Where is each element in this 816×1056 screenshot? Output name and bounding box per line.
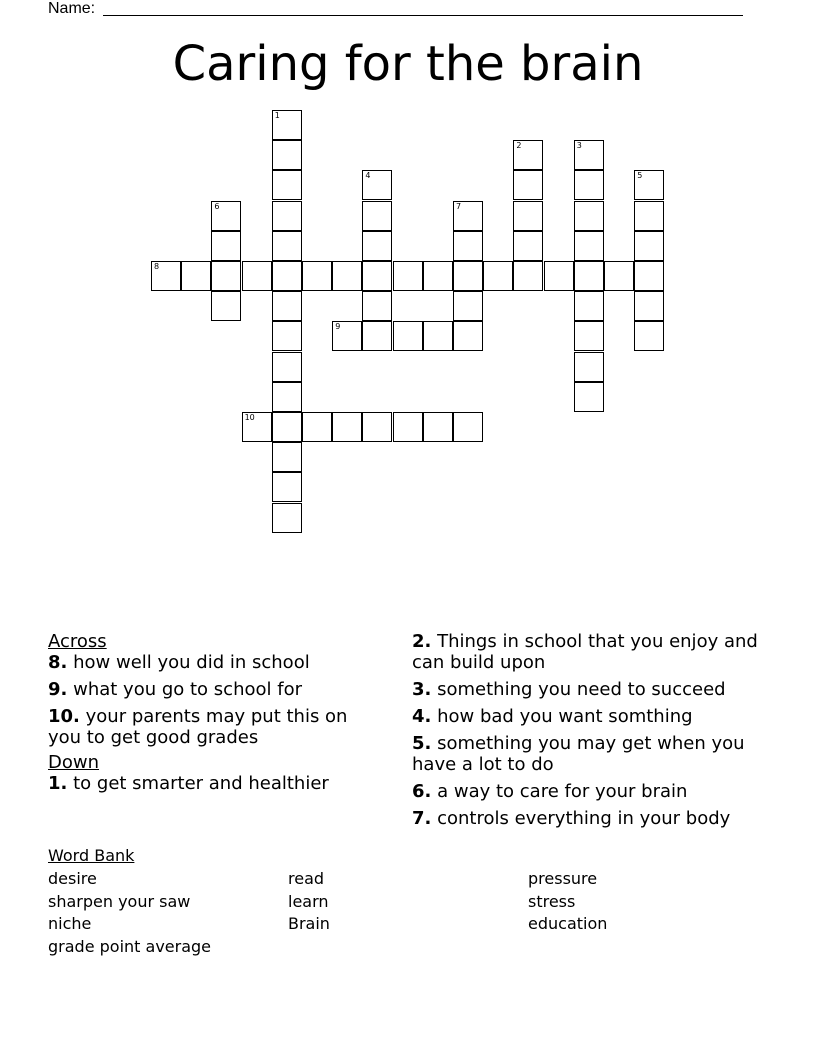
clue-down-4 [412,706,762,727]
clue-number: 1. [48,773,68,794]
grid-cell[interactable] [453,261,483,291]
grid-cell[interactable] [574,291,604,321]
clue-text: controls everything in your body [437,808,731,829]
clue-across-8 [48,652,378,673]
grid-cell[interactable] [574,140,604,170]
grid-cell[interactable] [393,321,423,351]
grid-cell[interactable] [423,261,453,291]
across-heading: Across [48,631,107,652]
grid-cell[interactable] [574,231,604,261]
grid-cell[interactable] [272,321,302,351]
clue-number: 6. [412,781,432,802]
grid-cell[interactable] [634,231,664,261]
grid-cell[interactable] [272,110,302,140]
cell-number: 3 [576,141,582,151]
clue-text: what you go to school for [73,679,302,700]
grid-cell[interactable] [574,261,604,291]
grid-cell[interactable] [272,201,302,231]
grid-cell[interactable] [453,201,483,231]
grid-cell[interactable] [272,170,302,200]
grid-cell[interactable] [211,201,241,231]
clue-down-5 [412,733,762,775]
grid-cell[interactable] [362,170,392,200]
grid-cell[interactable] [362,321,392,351]
grid-cell[interactable] [151,261,181,291]
clue-down-3 [412,679,762,700]
grid-cell[interactable] [302,412,332,442]
grid-cell[interactable] [634,321,664,351]
grid-cell[interactable] [211,291,241,321]
word-bank-item: stress [528,891,576,911]
grid-cell[interactable] [332,321,362,351]
page-title: Caring for the brain [172,36,644,92]
grid-cell[interactable] [211,261,241,291]
down-heading: Down [48,752,100,773]
grid-cell[interactable] [574,201,604,231]
clue-down-6 [412,781,762,802]
grid-cell[interactable] [242,261,272,291]
clue-down-2 [412,631,762,673]
clue-number: 3. [412,679,432,700]
grid-cell[interactable] [423,412,453,442]
clue-number: 7. [412,808,432,829]
grid-cell[interactable] [272,442,302,472]
clue-text: your parents may put this on you to get good grades [48,706,348,748]
grid-cell[interactable] [272,140,302,170]
clue-text: something you need to succeed [437,679,726,700]
cell-number: 1 [274,111,280,120]
grid-cell[interactable] [574,382,604,412]
word-bank-item: learn [288,891,329,911]
clue-across-10 [48,706,378,748]
clues-right-column [412,631,762,835]
clue-text: something you may get when you have a lot to do [412,733,745,775]
grid-cell[interactable] [513,201,543,231]
name-label: Name: [48,0,96,17]
clue-number: 9. [48,679,68,700]
grid-cell[interactable] [423,321,453,351]
cell-number: 7 [456,201,462,211]
clue-number: 8. [48,652,68,673]
grid-cell[interactable] [332,261,362,291]
clue-text: to get smarter and healthier [73,773,329,794]
word-bank-item: sharpen your saw [48,891,191,911]
grid-cell[interactable] [362,261,392,291]
grid-cell[interactable] [634,170,664,200]
word-bank-column-1 [48,868,211,958]
clue-number: 5. [412,733,432,754]
word-bank-item: Brain [288,914,330,934]
grid-cell[interactable] [362,201,392,231]
grid-cell[interactable] [544,261,574,291]
word-bank-column-2 [288,868,330,936]
clues-left-column [48,631,378,800]
grid-cell[interactable] [453,412,483,442]
cell-number: 5 [637,171,643,181]
grid-cell[interactable] [574,321,604,351]
grid-cell[interactable] [302,261,332,291]
clue-text: how well you did in school [73,652,310,673]
grid-cell[interactable] [453,291,483,321]
grid-cell[interactable] [393,261,423,291]
word-bank-item: desire [48,869,97,888]
grid-cell[interactable] [513,140,543,170]
grid-cell[interactable] [513,170,543,200]
word-bank-item: niche [48,914,92,934]
grid-cell[interactable] [634,261,664,291]
clue-text: a way to care for your brain [437,781,688,802]
grid-cell[interactable] [242,412,272,442]
grid-cell[interactable] [332,412,362,442]
word-bank-item: education [528,914,608,934]
clue-across-9 [48,679,378,700]
grid-cell[interactable] [211,231,241,261]
clue-down-1 [48,773,378,794]
grid-cell[interactable] [272,412,302,442]
grid-cell[interactable] [393,412,423,442]
grid-cell[interactable] [634,291,664,321]
clue-text: Things in school that you enjoy and can build upon [412,631,758,673]
grid-cell[interactable] [574,170,604,200]
word-bank-item: pressure [528,869,598,888]
grid-cell[interactable] [513,261,543,291]
clue-text: how bad you want somthing [437,706,693,727]
word-bank-item: grade point average [48,936,212,956]
grid-cell[interactable] [513,231,543,261]
grid-cell[interactable] [362,231,392,261]
grid-cell[interactable] [362,412,392,442]
grid-cell[interactable] [604,261,634,291]
word-bank-column-3 [528,868,607,936]
cell-number: 4 [365,171,371,181]
grid-cell[interactable] [272,291,302,321]
grid-cell[interactable] [272,231,302,261]
cell-number: 9 [335,322,341,332]
clue-number: 2. [412,631,432,652]
grid-cell[interactable] [453,321,483,351]
word-bank-item: read [288,869,325,888]
clue-number: 4. [412,706,432,727]
grid-cell[interactable] [272,382,302,412]
grid-cell[interactable] [272,472,302,502]
grid-cell[interactable] [634,201,664,231]
cell-number: 8 [154,262,160,271]
grid-cell[interactable] [272,352,302,382]
cell-number: 2 [516,141,522,151]
cell-number: 6 [214,201,220,211]
clue-number: 10. [48,706,80,727]
grid-cell[interactable] [272,261,302,291]
word-bank-title: Word Bank [48,846,135,865]
grid-cell[interactable] [272,503,302,533]
cell-number: 10 [244,413,255,422]
grid-cell[interactable] [181,261,211,291]
grid-cell[interactable] [574,352,604,382]
grid-cell[interactable] [483,261,513,291]
grid-cell[interactable] [362,291,392,321]
grid-cell[interactable] [453,231,483,261]
clue-down-7 [412,808,762,829]
